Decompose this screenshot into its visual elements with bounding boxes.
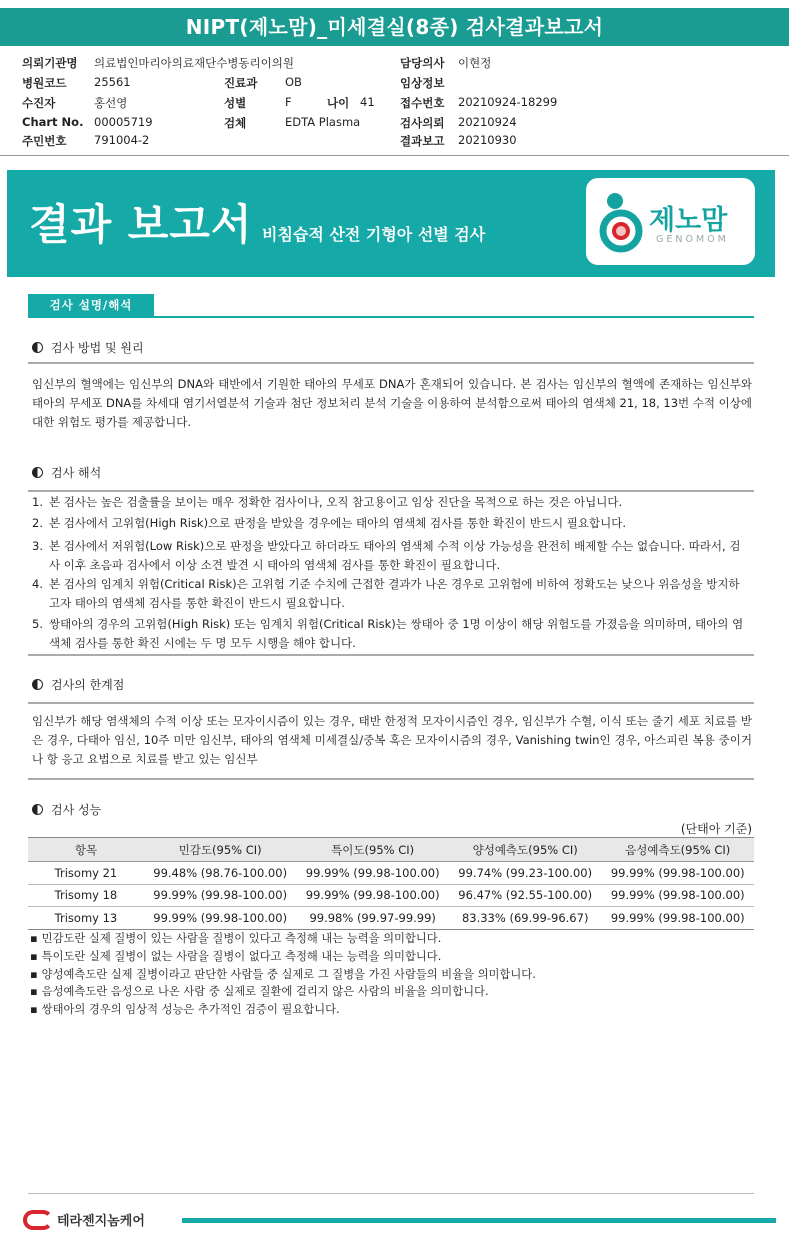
- half-circle-icon: [32, 679, 43, 690]
- note-item: ▪ 쌍태아의 경우의 임상적 성능은 추가적인 검증이 필요합니다.: [30, 1001, 750, 1019]
- result-value: 20210930: [458, 133, 517, 147]
- age-label: 나이: [327, 96, 350, 110]
- column-header: 민감도(95% CI): [144, 838, 297, 862]
- divider: [28, 778, 754, 780]
- half-circle-icon: [32, 467, 43, 478]
- sex-label: 성별: [224, 96, 247, 110]
- request-value: 20210924: [458, 115, 517, 129]
- info-divider: [0, 155, 789, 156]
- hospital-code-value: 25561: [94, 75, 131, 89]
- patient-label: 수진자: [22, 96, 56, 110]
- id-label: 주민번호: [22, 134, 67, 148]
- table-row: [28, 862, 754, 885]
- column-header: 특이도(95% CI): [296, 838, 449, 862]
- interpretation-heading: 검사 해석: [32, 464, 101, 481]
- dept-value: OB: [285, 75, 302, 89]
- institution-label: 의뢰기관명: [22, 56, 78, 70]
- receipt-label: 접수번호: [400, 96, 445, 110]
- doctor-value: 이현정: [458, 56, 492, 70]
- table-row: [28, 907, 754, 930]
- note-item: ▪ 양성예측도란 실제 질병이라고 판단한 사람들 중 실제로 그 질병을 가진 사람들의 비율을 의미합니다.: [30, 966, 750, 984]
- column-header: 항목: [28, 838, 144, 862]
- dept-label: 진료과: [224, 76, 258, 90]
- age-value: 41: [360, 95, 375, 109]
- table-cell: Trisomy 13: [28, 907, 144, 930]
- limits-text: 임신부가 해당 염색체의 수적 이상 또는 모자이시즘이 있는 경우, 태반 한정적 모자이시즘인 경우, 임신부가 수혈, 이식 또는 줄기 세포 치료를 받은 경우, 다태아 임신, 10주 미만 임신부, 태아의 염색체 미세결실/중복 혹은 모자이시즘의 경우, Vanishing twin인 경우, 아스피린 복용 중이거나 항 응고 요법으로 치료를 받고 있는 임신부: [32, 714, 752, 766]
- receipt-value: 20210924-18299: [458, 95, 558, 109]
- table-cell: 99.98% (99.97-99.99): [296, 907, 449, 930]
- report-title: NIPT(제노맘)_미세결실(8종) 검사결과보고서: [0, 8, 789, 46]
- table-cell: 99.48% (98.76-100.00): [144, 862, 297, 885]
- limits-heading: 검사의 한계점: [32, 676, 124, 693]
- half-circle-icon: [32, 804, 43, 815]
- table-cell: 99.99% (99.98-100.00): [296, 884, 449, 907]
- section-tab-line: [28, 316, 754, 318]
- column-header: 양성예측도(95% CI): [449, 838, 602, 862]
- table-cell: Trisomy 18: [28, 884, 144, 907]
- divider: [28, 490, 754, 492]
- doctor-label: 담당의사: [400, 56, 445, 70]
- method-text: 임신부의 혈액에는 임신부의 DNA와 태반에서 기원한 태아의 무세포 DNA가 혼재되어 있습니다. 본 검사는 임신부의 혈액에 존재하는 임신부와 태아의 무세포 DNA를 차세대 염기서열분석 기술과 첨단 정보처리 분석 기술을 이용하여 분석함으로써 태아의 염색체 21, 18, 13번 수적 이상에 대한 위험도 평가를 제공합니다.: [32, 377, 752, 429]
- banner-subtitle: 비침습적 산전 기형아 선별 검사: [262, 225, 486, 244]
- institution-value: 의료법인마리아의료재단수병동리이의원: [94, 56, 294, 70]
- specimen-label: 검체: [224, 116, 247, 130]
- table-cell: 83.33% (69.99-96.67): [449, 907, 602, 930]
- table-cell: 99.99% (99.98-100.00): [601, 862, 754, 885]
- unit-note: (단태아 기준): [680, 822, 752, 836]
- request-label: 검사의뢰: [400, 116, 445, 130]
- id-value: 791004-2: [94, 133, 150, 147]
- banner-title: 결과 보고서: [29, 200, 253, 249]
- genomom-logo-icon: [598, 191, 644, 253]
- footer-company-logo: 테라젠지놈케어: [23, 1210, 145, 1230]
- footer-accent-bar: [182, 1218, 776, 1223]
- table-row: [28, 884, 754, 907]
- table-header-row: [28, 838, 754, 862]
- table-cell: 99.99% (99.98-100.00): [144, 907, 297, 930]
- table-cell: 99.74% (99.23-100.00): [449, 862, 602, 885]
- logo-subtext: GENOMOM: [656, 234, 729, 245]
- half-circle-icon: [32, 342, 43, 353]
- divider: [28, 654, 754, 656]
- table-cell: 99.99% (99.98-100.00): [601, 884, 754, 907]
- note-item: ▪ 특이도란 실제 질병이 없는 사람을 질병이 없다고 측정해 내는 능력을 의미합니다.: [30, 948, 750, 966]
- clinical-label: 임상정보: [400, 76, 445, 90]
- note-item: ▪ 민감도란 실제 질병이 있는 사람을 질병이 있다고 측정해 내는 능력을 의미합니다.: [30, 930, 750, 948]
- specimen-value: EDTA Plasma: [285, 115, 361, 129]
- performance-table: [28, 837, 754, 930]
- table-cell: 99.99% (99.98-100.00): [601, 907, 754, 930]
- divider: [28, 702, 754, 704]
- hospital-code-label: 병원코드: [22, 76, 67, 90]
- table-cell: 99.99% (99.98-100.00): [144, 884, 297, 907]
- logo-text: 제노맘: [649, 205, 728, 236]
- table-cell: 99.99% (99.98-100.00): [296, 862, 449, 885]
- company-logo-icon: [23, 1210, 53, 1230]
- patient-value: 홍선영: [94, 96, 128, 110]
- table-cell: 96.47% (92.55-100.00): [449, 884, 602, 907]
- sex-value: F: [285, 95, 292, 109]
- footer-divider: [28, 1193, 754, 1194]
- performance-heading: 검사 성능: [32, 801, 101, 818]
- table-cell: Trisomy 21: [28, 862, 144, 885]
- result-label: 결과보고: [400, 134, 445, 148]
- column-header: 음성예측도(95% CI): [601, 838, 754, 862]
- section-tab: 검사 설명/해석: [28, 294, 154, 316]
- result-banner: [7, 170, 775, 277]
- chart-label: Chart No.: [22, 115, 84, 129]
- method-heading: 검사 방법 및 원리: [32, 339, 144, 356]
- genomom-logo: [586, 178, 755, 265]
- performance-notes: [30, 930, 750, 1019]
- divider: [28, 362, 754, 364]
- note-item: ▪ 음성예측도란 음성으로 나온 사람 중 실제로 질환에 걸리지 않은 사람의 비율을 의미합니다.: [30, 983, 750, 1001]
- chart-value: 00005719: [94, 115, 153, 129]
